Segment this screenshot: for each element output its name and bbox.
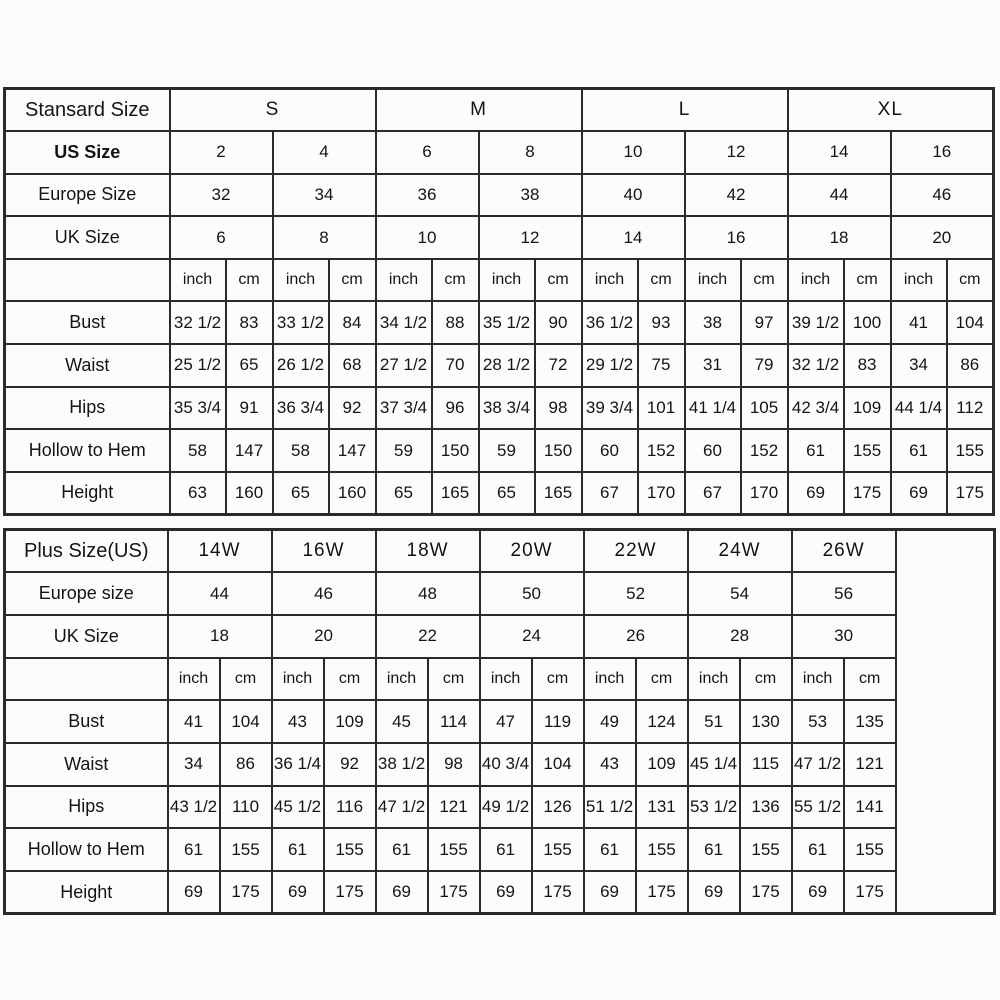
measurement-value-cell: 75 [638, 344, 685, 387]
size-value-cell: 42 [685, 174, 788, 217]
row-label: Waist [5, 743, 168, 786]
measurement-value-cell: 116 [324, 786, 376, 829]
measurement-value-cell: 68 [329, 344, 376, 387]
measurement-value-cell: 38 1/2 [376, 743, 428, 786]
measurement-value-cell: 86 [947, 344, 994, 387]
unit-header-cell: cm [741, 259, 788, 302]
measurement-value-cell: 51 [688, 700, 740, 743]
measurement-value-cell: 69 [480, 871, 532, 914]
size-value-cell: 24 [480, 615, 584, 658]
size-value-cell: 10 [582, 131, 685, 174]
measurement-value-cell: 72 [535, 344, 582, 387]
measurement-value-cell: 61 [272, 828, 324, 871]
measurement-value-cell: 42 3/4 [788, 387, 844, 430]
measurement-value-cell: 155 [844, 828, 896, 871]
size-group-header: 14W [168, 530, 272, 573]
measurement-value-cell: 65 [479, 472, 535, 515]
size-group-header: 20W [480, 530, 584, 573]
measurement-value-cell: 35 3/4 [170, 387, 226, 430]
size-value-cell: 30 [792, 615, 896, 658]
measurement-value-cell: 47 1/2 [792, 743, 844, 786]
unit-header-cell: cm [636, 658, 688, 701]
unit-header-cell: inch [480, 658, 532, 701]
size-value-cell: 26 [584, 615, 688, 658]
size-value-cell: 6 [376, 131, 479, 174]
measurement-value-cell: 110 [220, 786, 272, 829]
row-label: Europe size [5, 572, 168, 615]
measurement-value-cell: 170 [638, 472, 685, 515]
measurement-value-cell: 135 [844, 700, 896, 743]
size-value-cell: 8 [273, 216, 376, 259]
measurement-value-cell: 61 [891, 429, 947, 472]
measurement-value-cell: 34 [168, 743, 220, 786]
measurement-value-cell: 65 [226, 344, 273, 387]
measurement-value-cell: 131 [636, 786, 688, 829]
size-value-cell: 48 [376, 572, 480, 615]
size-group-header: XL [788, 89, 994, 132]
measurement-value-cell: 150 [432, 429, 479, 472]
measurement-value-cell: 69 [168, 871, 220, 914]
measurement-value-cell: 175 [532, 871, 584, 914]
measurement-value-cell: 26 1/2 [273, 344, 329, 387]
measurement-value-cell: 126 [532, 786, 584, 829]
measurement-value-cell: 175 [428, 871, 480, 914]
measurement-value-cell: 121 [844, 743, 896, 786]
measurement-value-cell: 130 [740, 700, 792, 743]
measurement-value-cell: 114 [428, 700, 480, 743]
measurement-value-cell: 165 [535, 472, 582, 515]
measurement-value-cell: 155 [740, 828, 792, 871]
unit-header-cell: inch [376, 658, 428, 701]
measurement-value-cell: 83 [226, 301, 273, 344]
measurement-value-cell: 47 [480, 700, 532, 743]
measurement-value-cell: 69 [376, 871, 428, 914]
measurement-value-cell: 155 [532, 828, 584, 871]
row-label: US Size [5, 131, 170, 174]
measurement-value-cell: 79 [741, 344, 788, 387]
table-corner-label: Plus Size(US) [5, 530, 168, 573]
measurement-value-cell: 175 [947, 472, 994, 515]
measurement-value-cell: 90 [535, 301, 582, 344]
unit-header-cell: inch [582, 259, 638, 302]
size-group-header: 22W [584, 530, 688, 573]
size-group-header: 26W [792, 530, 896, 573]
measurement-value-cell: 84 [329, 301, 376, 344]
size-group-header: S [170, 89, 376, 132]
measurement-value-cell: 43 [272, 700, 324, 743]
measurement-value-cell: 59 [479, 429, 535, 472]
size-value-cell: 52 [584, 572, 688, 615]
measurement-value-cell: 49 1/2 [480, 786, 532, 829]
unit-header-cell: inch [584, 658, 636, 701]
measurement-value-cell: 147 [226, 429, 273, 472]
measurement-value-cell: 65 [273, 472, 329, 515]
measurement-value-cell: 69 [891, 472, 947, 515]
size-value-cell: 14 [582, 216, 685, 259]
unit-header-cell: inch [479, 259, 535, 302]
size-value-cell: 50 [480, 572, 584, 615]
measurement-value-cell: 32 1/2 [170, 301, 226, 344]
measurement-value-cell: 61 [584, 828, 636, 871]
measurement-value-cell: 40 3/4 [480, 743, 532, 786]
blank-cell [5, 658, 168, 701]
unit-header-cell: inch [685, 259, 741, 302]
measurement-value-cell: 136 [740, 786, 792, 829]
measurement-value-cell: 41 [168, 700, 220, 743]
unit-header-cell: inch [891, 259, 947, 302]
measurement-value-cell: 58 [170, 429, 226, 472]
measurement-value-cell: 32 1/2 [788, 344, 844, 387]
row-label: UK Size [5, 216, 170, 259]
measurement-value-cell: 175 [324, 871, 376, 914]
measurement-value-cell: 53 [792, 700, 844, 743]
measurement-value-cell: 36 1/4 [272, 743, 324, 786]
measurement-value-cell: 96 [432, 387, 479, 430]
measurement-value-cell: 69 [788, 472, 844, 515]
measurement-value-cell: 61 [168, 828, 220, 871]
unit-header-cell: cm [428, 658, 480, 701]
measurement-value-cell: 51 1/2 [584, 786, 636, 829]
empty-cell [896, 530, 995, 914]
size-value-cell: 6 [170, 216, 273, 259]
size-value-cell: 32 [170, 174, 273, 217]
measurement-value-cell: 93 [638, 301, 685, 344]
unit-header-cell: cm [432, 259, 479, 302]
unit-header-cell: inch [376, 259, 432, 302]
unit-header-cell: cm [329, 259, 376, 302]
blank-cell [5, 259, 170, 302]
plus-size-table [3, 528, 996, 915]
measurement-value-cell: 91 [226, 387, 273, 430]
measurement-value-cell: 58 [273, 429, 329, 472]
size-value-cell: 8 [479, 131, 582, 174]
size-value-cell: 4 [273, 131, 376, 174]
measurement-value-cell: 36 1/2 [582, 301, 638, 344]
table-corner-label: Stansard Size [5, 89, 170, 132]
measurement-value-cell: 45 [376, 700, 428, 743]
measurement-value-cell: 109 [324, 700, 376, 743]
measurement-value-cell: 36 3/4 [273, 387, 329, 430]
measurement-value-cell: 98 [535, 387, 582, 430]
measurement-value-cell: 112 [947, 387, 994, 430]
measurement-value-cell: 70 [432, 344, 479, 387]
size-value-cell: 2 [170, 131, 273, 174]
size-value-cell: 20 [891, 216, 994, 259]
row-label: Bust [5, 700, 168, 743]
measurement-value-cell: 29 1/2 [582, 344, 638, 387]
measurement-value-cell: 25 1/2 [170, 344, 226, 387]
size-value-cell: 36 [376, 174, 479, 217]
measurement-value-cell: 98 [428, 743, 480, 786]
unit-header-cell: inch [168, 658, 220, 701]
row-label: UK Size [5, 615, 168, 658]
measurement-value-cell: 41 1/4 [685, 387, 741, 430]
measurement-value-cell: 47 1/2 [376, 786, 428, 829]
measurement-value-cell: 61 [788, 429, 844, 472]
measurement-value-cell: 105 [741, 387, 788, 430]
row-label: Hips [5, 387, 170, 430]
measurement-value-cell: 92 [329, 387, 376, 430]
measurement-value-cell: 69 [272, 871, 324, 914]
measurement-value-cell: 67 [582, 472, 638, 515]
size-value-cell: 12 [685, 131, 788, 174]
size-value-cell: 46 [272, 572, 376, 615]
unit-header-cell: inch [170, 259, 226, 302]
size-value-cell: 38 [479, 174, 582, 217]
row-label: Height [5, 871, 168, 914]
measurement-value-cell: 38 3/4 [479, 387, 535, 430]
measurement-value-cell: 147 [329, 429, 376, 472]
measurement-value-cell: 119 [532, 700, 584, 743]
measurement-value-cell: 175 [844, 871, 896, 914]
size-value-cell: 10 [376, 216, 479, 259]
measurement-value-cell: 28 1/2 [479, 344, 535, 387]
unit-header-cell: cm [638, 259, 685, 302]
size-value-cell: 22 [376, 615, 480, 658]
measurement-value-cell: 39 1/2 [788, 301, 844, 344]
size-value-cell: 46 [891, 174, 994, 217]
standard-size-table [3, 87, 995, 516]
measurement-value-cell: 155 [947, 429, 994, 472]
measurement-value-cell: 150 [535, 429, 582, 472]
measurement-value-cell: 160 [226, 472, 273, 515]
size-value-cell: 18 [168, 615, 272, 658]
unit-header-cell: cm [844, 658, 896, 701]
row-label: Height [5, 472, 170, 515]
measurement-value-cell: 45 1/4 [688, 743, 740, 786]
measurement-value-cell: 69 [584, 871, 636, 914]
measurement-value-cell: 97 [741, 301, 788, 344]
row-label: Hollow to Hem [5, 429, 170, 472]
measurement-value-cell: 37 3/4 [376, 387, 432, 430]
size-group-header: M [376, 89, 582, 132]
measurement-value-cell: 88 [432, 301, 479, 344]
unit-header-cell: cm [740, 658, 792, 701]
size-value-cell: 18 [788, 216, 891, 259]
row-label: Hollow to Hem [5, 828, 168, 871]
measurement-value-cell: 34 [891, 344, 947, 387]
measurement-value-cell: 170 [741, 472, 788, 515]
measurement-value-cell: 27 1/2 [376, 344, 432, 387]
measurement-value-cell: 101 [638, 387, 685, 430]
measurement-value-cell: 45 1/2 [272, 786, 324, 829]
size-value-cell: 12 [479, 216, 582, 259]
measurement-value-cell: 43 [584, 743, 636, 786]
measurement-value-cell: 59 [376, 429, 432, 472]
measurement-value-cell: 60 [582, 429, 638, 472]
size-value-cell: 44 [788, 174, 891, 217]
measurement-value-cell: 160 [329, 472, 376, 515]
unit-header-cell: cm [532, 658, 584, 701]
measurement-value-cell: 92 [324, 743, 376, 786]
size-value-cell: 14 [788, 131, 891, 174]
size-value-cell: 40 [582, 174, 685, 217]
measurement-value-cell: 34 1/2 [376, 301, 432, 344]
size-value-cell: 34 [273, 174, 376, 217]
size-group-header: 18W [376, 530, 480, 573]
row-label: Bust [5, 301, 170, 344]
measurement-value-cell: 152 [638, 429, 685, 472]
measurement-value-cell: 43 1/2 [168, 786, 220, 829]
measurement-value-cell: 60 [685, 429, 741, 472]
measurement-value-cell: 109 [844, 387, 891, 430]
row-label: Hips [5, 786, 168, 829]
size-value-cell: 44 [168, 572, 272, 615]
measurement-value-cell: 165 [432, 472, 479, 515]
measurement-value-cell: 69 [688, 871, 740, 914]
measurement-value-cell: 49 [584, 700, 636, 743]
measurement-value-cell: 86 [220, 743, 272, 786]
unit-header-cell: inch [788, 259, 844, 302]
unit-header-cell: cm [947, 259, 994, 302]
measurement-value-cell: 104 [532, 743, 584, 786]
measurement-value-cell: 152 [741, 429, 788, 472]
measurement-value-cell: 61 [792, 828, 844, 871]
size-value-cell: 56 [792, 572, 896, 615]
unit-header-cell: cm [226, 259, 273, 302]
size-value-cell: 28 [688, 615, 792, 658]
measurement-value-cell: 33 1/2 [273, 301, 329, 344]
row-label: Europe Size [5, 174, 170, 217]
measurement-value-cell: 31 [685, 344, 741, 387]
measurement-value-cell: 141 [844, 786, 896, 829]
measurement-value-cell: 175 [636, 871, 688, 914]
measurement-value-cell: 175 [740, 871, 792, 914]
measurement-value-cell: 63 [170, 472, 226, 515]
unit-header-cell: inch [272, 658, 324, 701]
measurement-value-cell: 109 [636, 743, 688, 786]
size-value-cell: 20 [272, 615, 376, 658]
row-label: Waist [5, 344, 170, 387]
size-group-header: 24W [688, 530, 792, 573]
measurement-value-cell: 155 [220, 828, 272, 871]
unit-header-cell: cm [324, 658, 376, 701]
size-value-cell: 16 [685, 216, 788, 259]
size-group-header: L [582, 89, 788, 132]
measurement-value-cell: 44 1/4 [891, 387, 947, 430]
measurement-value-cell: 61 [376, 828, 428, 871]
unit-header-cell: cm [535, 259, 582, 302]
measurement-value-cell: 41 [891, 301, 947, 344]
measurement-value-cell: 100 [844, 301, 891, 344]
measurement-value-cell: 53 1/2 [688, 786, 740, 829]
size-value-cell: 54 [688, 572, 792, 615]
measurement-value-cell: 155 [844, 429, 891, 472]
measurement-value-cell: 155 [428, 828, 480, 871]
measurement-value-cell: 55 1/2 [792, 786, 844, 829]
measurement-value-cell: 175 [220, 871, 272, 914]
measurement-value-cell: 124 [636, 700, 688, 743]
measurement-value-cell: 121 [428, 786, 480, 829]
measurement-value-cell: 175 [844, 472, 891, 515]
measurement-value-cell: 155 [324, 828, 376, 871]
unit-header-cell: cm [844, 259, 891, 302]
unit-header-cell: inch [792, 658, 844, 701]
measurement-value-cell: 69 [792, 871, 844, 914]
measurement-value-cell: 104 [947, 301, 994, 344]
measurement-value-cell: 67 [685, 472, 741, 515]
measurement-value-cell: 35 1/2 [479, 301, 535, 344]
measurement-value-cell: 65 [376, 472, 432, 515]
measurement-value-cell: 115 [740, 743, 792, 786]
measurement-value-cell: 155 [636, 828, 688, 871]
unit-header-cell: cm [220, 658, 272, 701]
measurement-value-cell: 61 [688, 828, 740, 871]
size-group-header: 16W [272, 530, 376, 573]
measurement-value-cell: 61 [480, 828, 532, 871]
measurement-value-cell: 104 [220, 700, 272, 743]
measurement-value-cell: 38 [685, 301, 741, 344]
unit-header-cell: inch [688, 658, 740, 701]
size-value-cell: 16 [891, 131, 994, 174]
measurement-value-cell: 83 [844, 344, 891, 387]
measurement-value-cell: 39 3/4 [582, 387, 638, 430]
unit-header-cell: inch [273, 259, 329, 302]
